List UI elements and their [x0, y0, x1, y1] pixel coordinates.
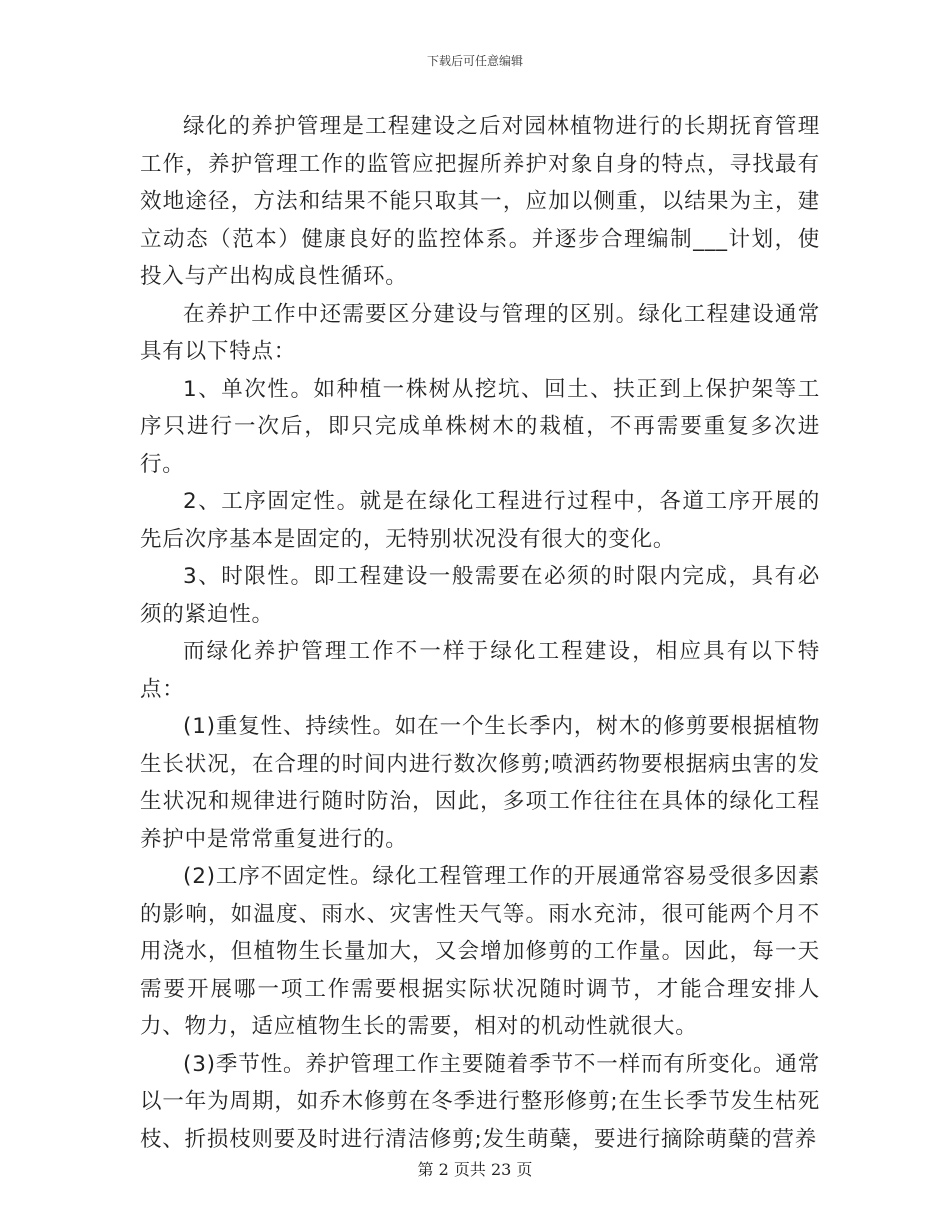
- page-number: 第 2 页共 23 页: [417, 1160, 533, 1179]
- paragraph: 2、工序固定性。就是在绿化工程进行过程中，各道工序开展的先后次序基本是固定的，无特别状况没有很大的变化。: [140, 489, 820, 552]
- paragraph: 绿化的养护管理是工程建设之后对园林植物进行的长期抚育管理工作，养护管理工作的监管应把握所养护对象自身的特点，寻找最有效地途径，方法和结果不能只取其一，应加以侧重，以结果为主，建立动态（范本）健康良好的监控体系。并逐步合理编制___计划，使投入与产出构成良性循环。: [140, 114, 820, 289]
- paragraph: (1)重复性、持续性。如在一个生长季内，树木的修剪要根据植物生长状况，在合理的时间内进行数次修剪;喷洒药物要根据病虫害的发生状况和规律进行随时防治，因此，多项工作往往在具体的绿化工程养护中是常常重复进行的。: [140, 714, 820, 852]
- paragraph: (2)工序不固定性。绿化工程管理工作的开展通常容易受很多因素的影响，如温度、雨水、灾害性天气等。雨水充沛，很可能两个月不用浇水，但植物生长量加大，又会增加修剪的工作量。因此，每一天需要开展哪一项工作需要根据实际状况随时调节，才能合理安排人力、物力，适应植物生长的需要，相对的机动性就很大。: [140, 864, 820, 1039]
- paragraph: (3)季节性。养护管理工作主要随着季节不一样而有所变化。通常以一年为周期，如乔木修剪在冬季进行整形修剪;在生长季节发生枯死枝、折损枝则要及时进行清洁修剪;发生萌蘖，要进行摘除萌蘖的营养: [140, 1051, 820, 1152]
- paragraph: 3、时限性。即工程建设一般需要在必须的时限内完成，具有必须的紧迫性。: [140, 564, 820, 627]
- page-header: 下载后可任意编辑: [426, 54, 523, 68]
- paragraph: 1、单次性。如种植一株树从挖坑、回土、扶正到上保护架等工序只进行一次后，即只完成单株树木的栽植，不再需要重复多次进行。: [140, 376, 820, 477]
- document-body: [140, 108, 820, 1158]
- paragraph: 而绿化养护管理工作不一样于绿化工程建设，相应具有以下特点：: [140, 639, 820, 702]
- paragraph: 在养护工作中还需要区分建设与管理的区别。绿化工程建设通常具有以下特点：: [140, 301, 820, 364]
